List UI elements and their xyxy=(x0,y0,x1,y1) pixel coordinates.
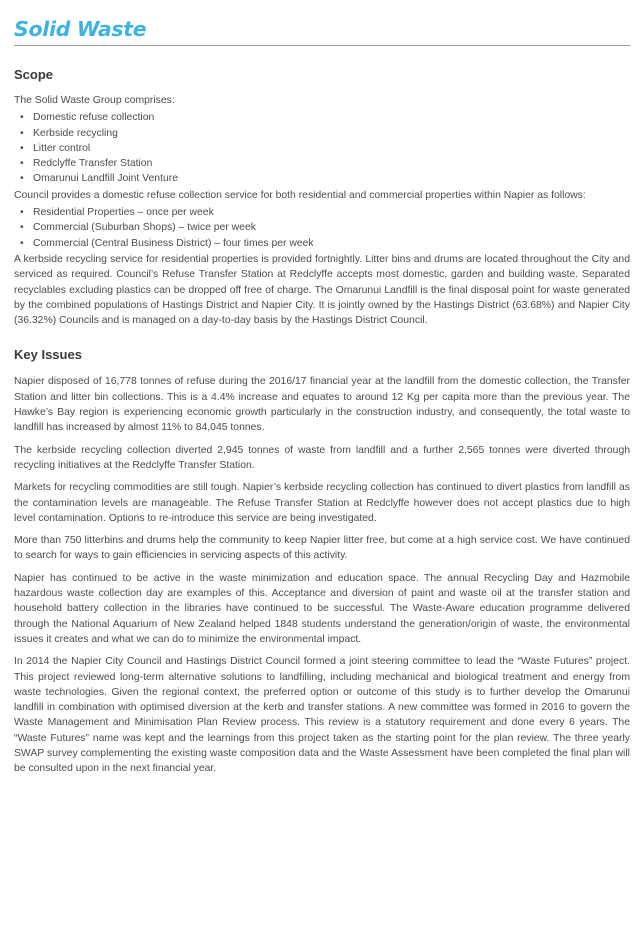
list-item xyxy=(20,236,630,251)
service-intro: Council provides a domestic refuse collection service for both residential and commercial properties within Napier as follows: xyxy=(14,189,586,201)
list-item-text: Litter control xyxy=(33,142,91,154)
bullet-icon: • xyxy=(20,158,24,170)
title-divider xyxy=(14,45,630,46)
list-item-text: Residential Properties – once per week xyxy=(33,207,214,219)
bullet-icon: • xyxy=(20,142,24,154)
key-issues-paragraph: In 2014 the Napier City Council and Hastings District Council formed a joint steering committee to lead the “Waste Futures” project. This project reviewed long-term alternative solutions to landfilling, including mechanical and biological treatment and energy from waste technologies. Given the regional context, the preferred option or outcome of this study is to further develop the Omarunui landfill in combination with optimised diversion at the kerb and transfer stations. A new committee was formed in 2016 to govern the Waste Management and Minimisation Plan Review process. This review is a statutory requirement and done every 6 years. The “Waste Futures” name was kept and the learnings from this project taken as the starting point for the plan review. The three yearly SWAP survey complementing the existing waste composition data and the Waste Assessment have been completed the final plan will be consulted upon in the next financial year. xyxy=(14,656,630,775)
list-item xyxy=(20,220,630,235)
scope-summary: A kerbside recycling service for residential properties is provided fortnightly. Litter bins and drums are located throughout the City and serviced as required. Council’s Refuse Transfer Station at Redclyffe accepts most domestic, garden and building waste. Separated recyclables excluding plastics can be dropped off free of charge. The Omarunui Landfill is the final disposal point for waste generated by the combined populations of Hastings District and Napier City. It is jointly owned by the Hastings District (63.68%) and Napier City (36.32%) Councils and is managed on a day-to-day basis by the Hastings District Council. xyxy=(14,253,630,327)
list-item-text: Redclyffe Transfer Station xyxy=(33,158,153,170)
list-item xyxy=(20,126,630,141)
bullet-icon: • xyxy=(20,112,24,124)
list-item xyxy=(20,110,630,125)
page-title: Solid Waste xyxy=(14,17,147,41)
key-issues-paragraph: The kerbside recycling collection diverted 2,945 tonnes of waste from landfill and a further 2,565 tonnes were diverted through recycling initiatives at the Redclyffe Transfer Station. xyxy=(14,444,630,471)
bullet-icon: • xyxy=(20,207,24,219)
bullet-icon: • xyxy=(20,237,24,249)
list-item xyxy=(20,205,630,220)
list-item-text: Omarunui Landfill Joint Venture xyxy=(33,173,178,185)
key-issues-heading: Key Issues xyxy=(14,347,82,363)
list-item xyxy=(20,171,630,186)
bullet-icon: • xyxy=(20,127,24,139)
bullet-icon: • xyxy=(20,173,24,185)
key-issues-paragraph: Markets for recycling commodities are still tough. Napier’s kerbside recycling collection has continued to divert plastics from landfill as the contamination levels are manageable. The Refuse Transfer Station at Redclyffe however does not accept plastics due to high level contamination. Options to re-introduce this service are being investigated. xyxy=(14,482,630,524)
scope-heading: Scope xyxy=(14,67,54,82)
scope-intro: The Solid Waste Group comprises: xyxy=(14,95,175,106)
list-item-text: Commercial (Suburban Shops) – twice per week xyxy=(33,222,256,234)
key-issues-paragraph: Napier has continued to be active in the waste minimization and education space. The annual Recycling Day and Hazmobile hazardous waste collection day are examples of this. Acceptance and diversion of paint and waste oil at the transfer station and household battery collection in the libraries have continued to be successful. The Waste-Aware education programme delivered through the National Aquarium of New Zealand helped 1848 students understand the generation/origin of waste, the environmental issues it creates and what we can do to minimize the environmental impact. xyxy=(14,572,630,645)
key-issues-paragraph: More than 750 litterbins and drums help the community to keep Napier litter free, but come at a high service cost. We have continued to search for ways to gain efficiencies in servicing aspects of this activity. xyxy=(14,535,630,562)
list-item-text: Commercial (Central Business District) – four times per week xyxy=(33,237,314,249)
group-list xyxy=(14,110,630,186)
bullet-icon: • xyxy=(20,222,24,234)
list-item-text: Kerbside recycling xyxy=(33,127,118,139)
list-item-text: Domestic refuse collection xyxy=(33,112,155,124)
service-list xyxy=(14,205,630,251)
list-item xyxy=(20,141,630,156)
key-issues-section xyxy=(14,347,630,776)
key-issues-paragraph: Napier disposed of 16,778 tonnes of refuse during the 2016/17 financial year at the landfill from the domestic collection, the Transfer Station and litter bin collections. This is a 4.4% increase and equates to around 12 Kg per capita more than the previous year. The Hawke’s Bay region is experiencing economic growth particularly in the construction industry, and consequently, the total waste to landfill has increased by almost 11% to 84,045 tonnes. xyxy=(14,376,630,434)
scope-section xyxy=(14,67,630,328)
list-item xyxy=(20,156,630,171)
